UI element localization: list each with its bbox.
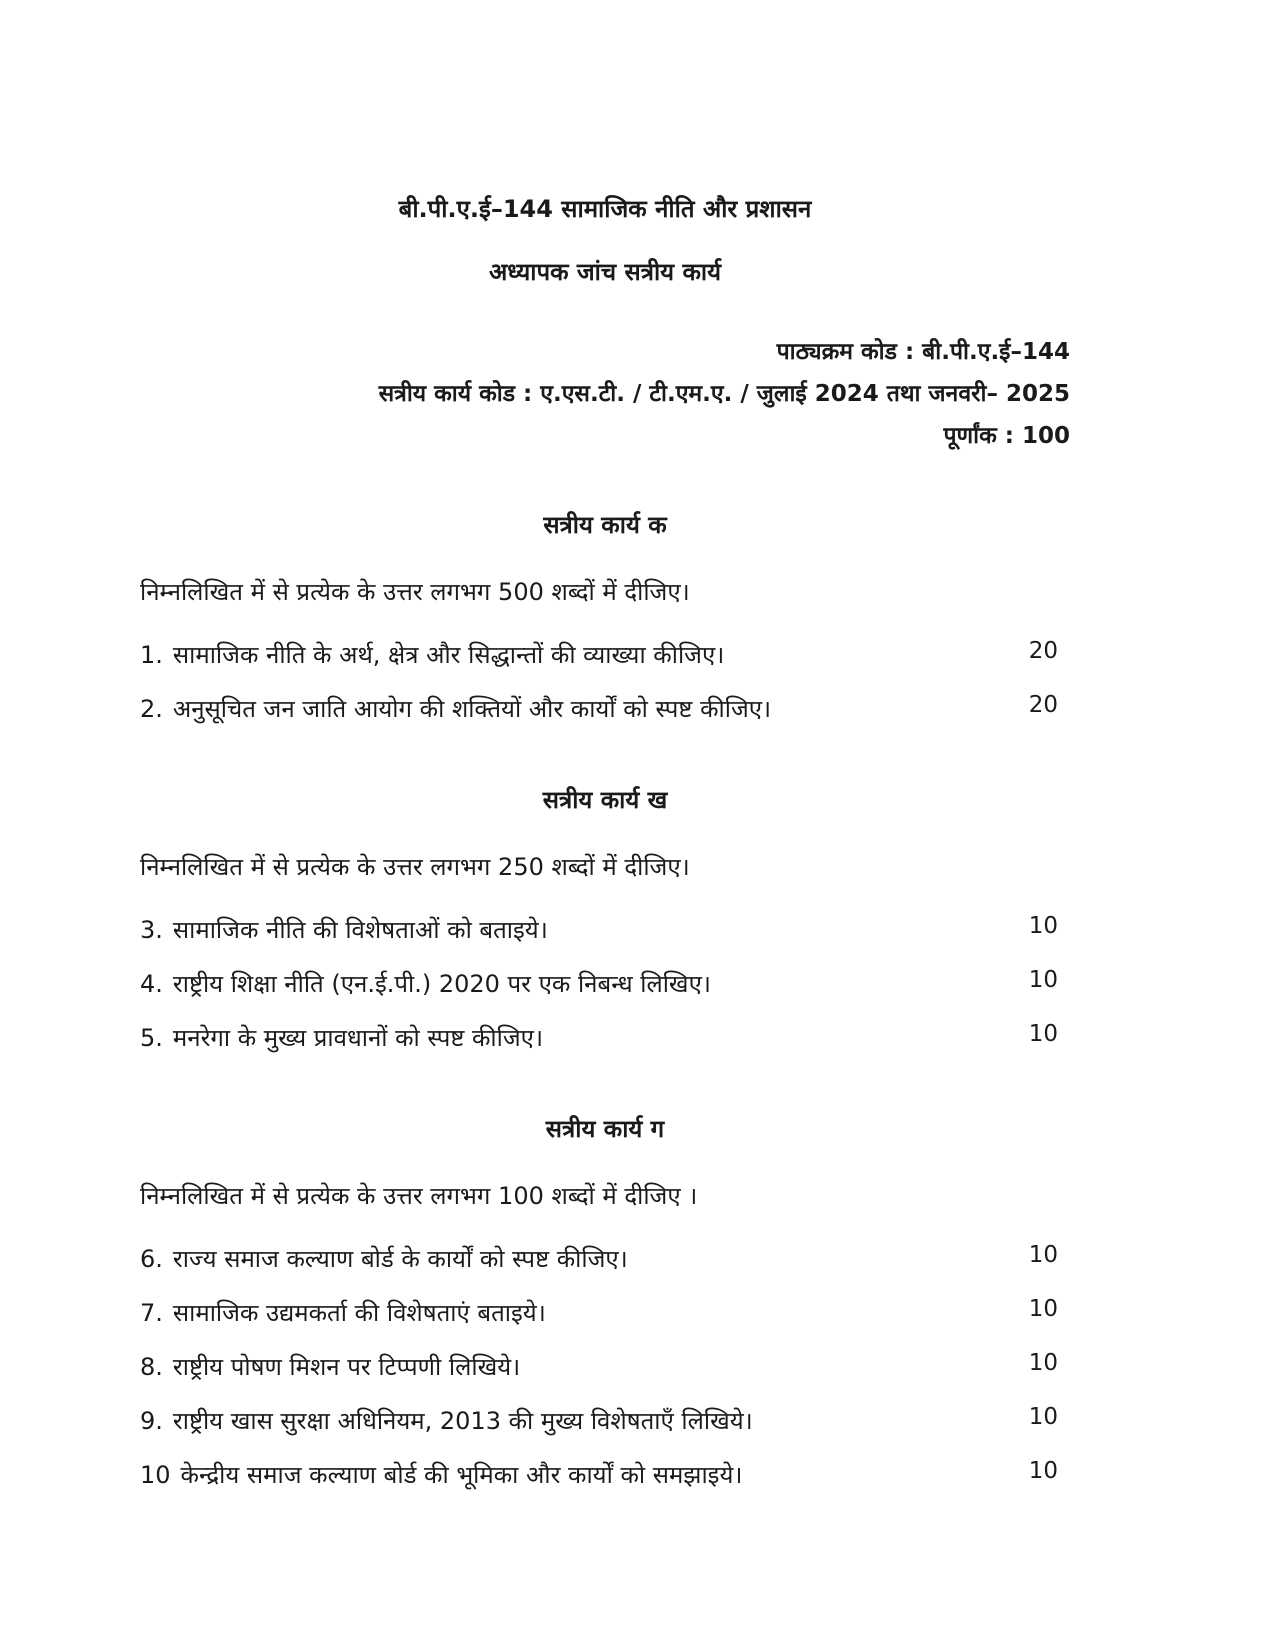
question-text-wrap: [140, 1458, 998, 1491]
question-marks: 20: [1028, 692, 1058, 718]
question-number: 4.: [140, 970, 163, 998]
question-row: [140, 1350, 1070, 1383]
section-c: [140, 1112, 1070, 1491]
question-marks: 10: [1028, 967, 1058, 993]
question-text: केन्द्रीय समाज कल्याण बोर्ड की भूमिका और कार्यों को समझाइये।: [180, 1461, 743, 1489]
question-text-wrap: [140, 1296, 998, 1329]
section-c-instruction: निम्नलिखित में से प्रत्येक के उत्तर लगभग 100 शब्दों में दीजिए ।: [140, 1182, 698, 1210]
total-marks-line: पूर्णांक : 100: [943, 423, 1070, 449]
question-text-wrap: [140, 913, 998, 946]
question-number: 6.: [140, 1245, 163, 1273]
assignment-code-line: सत्रीय कार्य कोड : ए.एस.टी. / टी.एम.ए. / जुलाई 2024 तथा जनवरी– 2025: [378, 381, 1070, 407]
question-marks: 10: [1028, 913, 1058, 939]
question-row: [140, 692, 1070, 725]
question-marks: 10: [1028, 1458, 1058, 1484]
question-number: 9.: [140, 1407, 163, 1435]
question-number: 3.: [140, 916, 163, 944]
question-number: 2.: [140, 695, 163, 723]
question-row: [140, 1021, 1070, 1054]
question-text-wrap: [140, 967, 998, 1000]
question-row: [140, 1296, 1070, 1329]
question-text: सामाजिक उद्यमकर्ता की विशेषताएं बताइये।: [172, 1299, 546, 1327]
course-code-line: पाठ्यक्रम कोड : बी.पी.ए.ई–144: [776, 339, 1070, 365]
question-text-wrap: [140, 1242, 998, 1275]
section-b-instruction: निम्नलिखित में से प्रत्येक के उत्तर लगभग 250 शब्दों में दीजिए।: [140, 853, 690, 881]
section-a: [140, 508, 1070, 725]
question-marks: 10: [1028, 1404, 1058, 1430]
question-row: [140, 967, 1070, 1000]
question-text: सामाजिक नीति की विशेषताओं को बताइये।: [172, 916, 548, 944]
question-text: राष्ट्रीय खास सुरक्षा अधिनियम, 2013 की मुख्य विशेषताएँ लिखिये।: [172, 1407, 753, 1435]
question-text: राज्य समाज कल्याण बोर्ड के कार्यों को स्पष्ट कीजिए।: [172, 1245, 628, 1273]
question-text-wrap: [140, 1021, 998, 1054]
question-text: राष्ट्रीय शिक्षा नीति (एन.ई.पी.) 2020 पर एक निबन्ध लिखिए।: [172, 970, 711, 998]
document-title: बी.पी.ए.ई–144 सामाजिक नीति और प्रशासन: [398, 195, 812, 223]
question-text-wrap: [140, 1350, 998, 1383]
question-text-wrap: [140, 692, 998, 725]
question-text-wrap: [140, 638, 998, 671]
question-row: [140, 638, 1070, 671]
section-a-heading: सत्रीय कार्य क: [543, 511, 667, 539]
question-number: 5.: [140, 1024, 163, 1052]
question-row: [140, 1242, 1070, 1275]
meta-block: [140, 334, 1070, 450]
question-number: 7.: [140, 1299, 163, 1327]
question-marks: 10: [1028, 1242, 1058, 1268]
question-marks: 20: [1028, 638, 1058, 664]
question-number: 1.: [140, 641, 163, 669]
question-text: मनरेगा के मुख्य प्रावधानों को स्पष्ट कीजिए।: [172, 1024, 544, 1052]
question-number: 8.: [140, 1353, 163, 1381]
question-row: [140, 1404, 1070, 1437]
question-row: [140, 913, 1070, 946]
question-marks: 10: [1028, 1296, 1058, 1322]
question-marks: 10: [1028, 1350, 1058, 1376]
question-marks: 10: [1028, 1021, 1058, 1047]
section-b: [140, 783, 1070, 1054]
question-text: सामाजिक नीति के अर्थ, क्षेत्र और सिद्धान्तों की व्याख्या कीजिए।: [172, 641, 725, 669]
section-a-instruction: निम्नलिखित में से प्रत्येक के उत्तर लगभग 500 शब्दों में दीजिए।: [140, 578, 690, 606]
section-b-heading: सत्रीय कार्य ख: [542, 786, 668, 814]
question-row: [140, 1458, 1070, 1491]
question-text: राष्ट्रीय पोषण मिशन पर टिप्पणी लिखिये।: [172, 1353, 521, 1381]
question-text: अनुसूचित जन जाति आयोग की शक्तियों और कार्यों को स्पष्ट कीजिए।: [172, 695, 772, 723]
question-text-wrap: [140, 1404, 998, 1437]
document-subtitle: अध्यापक जांच सत्रीय कार्य: [488, 258, 722, 286]
section-c-heading: सत्रीय कार्य ग: [545, 1115, 665, 1143]
question-number: 10: [140, 1461, 171, 1489]
